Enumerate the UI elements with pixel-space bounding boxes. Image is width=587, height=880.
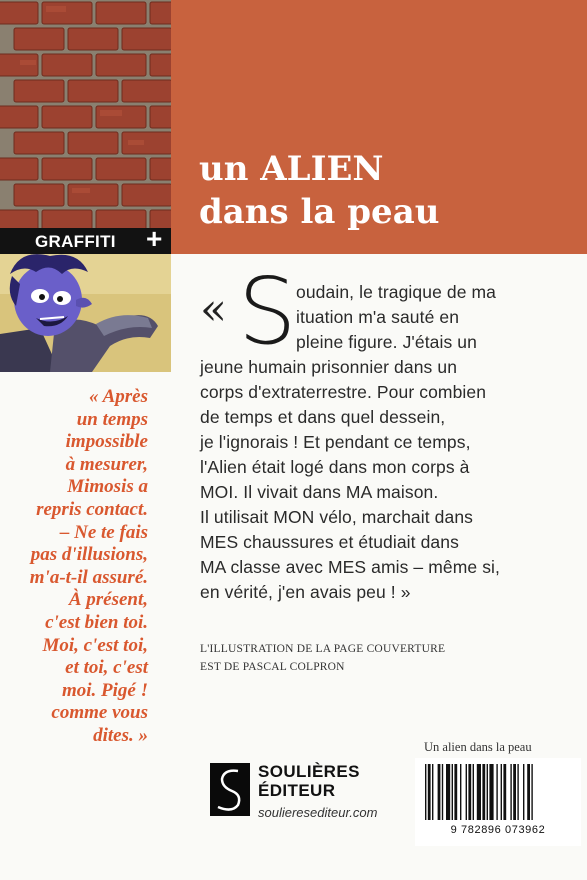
quote-line: m'a-t-il assuré. [29, 566, 148, 588]
barcode-bar [482, 764, 485, 820]
quote-line: repris contact. [36, 498, 148, 520]
quote-line: pas d'illusions, [30, 544, 148, 566]
excerpt-line: l'Alien était logé dans mon corps à [200, 457, 470, 477]
barcode-bar [468, 764, 471, 820]
series-band [0, 223, 171, 254]
barcode-bar [496, 764, 497, 820]
excerpt-line: Il utilisait MON vélo, marchait dans [200, 507, 473, 527]
illustration-credit [200, 640, 445, 676]
barcode-bar [517, 764, 518, 820]
barcode-bar [531, 764, 532, 820]
quote-line: impossible [65, 431, 148, 453]
publisher-url: soulieresediteur.com [258, 805, 378, 820]
publisher-name-line-1: SOULIÈRES [258, 762, 360, 781]
excerpt-line: MES chaussures et étudiait dans [200, 532, 459, 552]
quote-line: à mesurer, [65, 453, 148, 475]
excerpt-line: de temps et dans quel dessein, [200, 407, 446, 427]
quote-line: Moi, c'est toi, [42, 634, 148, 656]
barcode-bar [432, 764, 433, 820]
barcode-bar [501, 764, 502, 820]
excerpt-line: jeune humain prisonnier dans un [200, 357, 458, 377]
barcode-bar [425, 764, 426, 820]
excerpt-line: MOI. Il vivait dans MA maison. [200, 482, 439, 502]
excerpt-line: pleine figure. J'étais un [296, 332, 477, 352]
book-title-line-2: dans la peau [199, 192, 440, 232]
barcode-bars [421, 764, 575, 822]
barcode-bar [446, 764, 450, 820]
barcode-book-title: Un alien dans la peau [424, 740, 532, 754]
quote-line: À présent, [68, 589, 148, 611]
opening-guillemet: « [200, 284, 223, 335]
barcode-bar [513, 764, 516, 820]
barcode-bar [460, 764, 461, 820]
brick-wall-image [0, 0, 171, 228]
barcode-bar [452, 764, 453, 820]
barcode-bar [489, 764, 493, 820]
alien-character-graphic [0, 254, 171, 372]
excerpt-line: en vérité, j'en avais peu ! » [200, 582, 411, 602]
barcode-bar [442, 764, 443, 820]
brick-wall-graphic [0, 0, 171, 228]
publisher-name-line-2: ÉDITEUR [258, 781, 336, 800]
quote-line: et toi, c'est [65, 657, 148, 679]
isbn-barcode [415, 758, 581, 846]
barcode-bar [527, 764, 530, 820]
quote-line: dites. » [93, 724, 148, 746]
barcode-bar [473, 764, 474, 820]
quote-line: comme vous [51, 702, 148, 724]
quote-line: Mimosis a [67, 476, 148, 498]
barcode-bar [466, 764, 467, 820]
back-cover-quote [0, 386, 171, 748]
quote-line: « Après [89, 386, 148, 407]
credit-line-1: L'ILLUSTRATION DE LA PAGE COUVERTURE [200, 643, 446, 655]
title-block [171, 0, 587, 254]
barcode-bar [523, 764, 524, 820]
excerpt-line: MA classe avec MES amis – même si, [200, 557, 501, 577]
barcode-bar [428, 764, 431, 820]
barcode-bar [510, 764, 511, 820]
credit-line-2: EST DE PASCAL COLPRON [200, 661, 345, 673]
series-plus-symbol: + [146, 223, 163, 254]
barcode-bar [454, 764, 457, 820]
excerpt-line: je l'ignorais ! Et pendant ce temps, [200, 432, 471, 452]
isbn-number: 9 782896 073962 [450, 824, 546, 836]
publisher-logo [210, 763, 250, 816]
barcode-bar [503, 764, 506, 820]
alien-illustration [0, 254, 171, 372]
barcode-bar [487, 764, 488, 820]
quote-line: un temps [76, 408, 148, 430]
publisher-s-glyph [210, 763, 250, 816]
quote-line: – Ne te fais [59, 521, 148, 543]
drop-cap: S [238, 258, 297, 365]
excerpt-line: ituation m'a sauté en [296, 307, 460, 327]
quote-line: c'est bien toi. [45, 611, 148, 633]
excerpt-line: corps d'extraterrestre. Pour combien [200, 382, 487, 402]
barcode-bar [438, 764, 441, 820]
quote-line: moi. Pigé ! [61, 679, 148, 701]
barcode-bar [477, 764, 481, 820]
book-title-line-1: un ALIEN [199, 149, 384, 189]
publisher-name [258, 762, 360, 800]
series-label: GRAFFITI [35, 232, 116, 251]
excerpt-line: oudain, le tragique de ma [296, 282, 496, 302]
